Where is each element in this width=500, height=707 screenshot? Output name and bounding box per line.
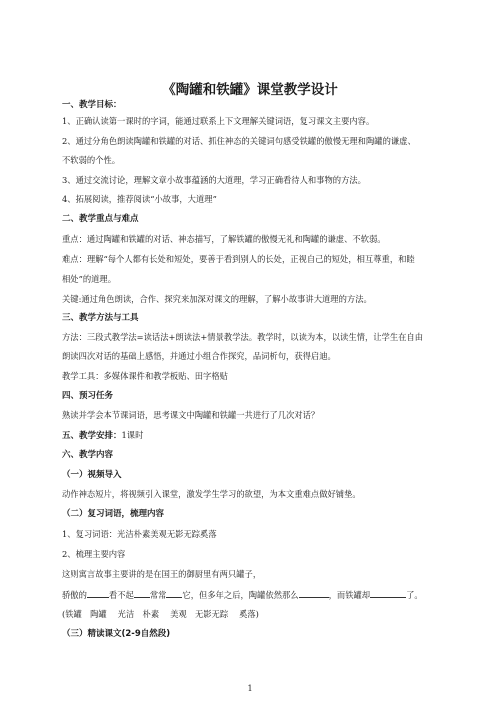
section-schedule [62, 430, 442, 442]
section-heading-methods: 三、教学方法与工具 [62, 313, 139, 323]
paragraph-line: 这则寓言故事主要讲的是在国王的御厨里有两只罐子， [62, 569, 262, 579]
fill-text: ，而铁罐却 [328, 590, 371, 600]
paragraph-line: 2、梳理主要内容 [62, 549, 126, 559]
section-heading-preview: 四、预习任务 [62, 391, 114, 401]
paragraph-line: 熟读并学会本节课词语，思考课文中陶罐和铁罐一共进行了几次对话？ [62, 410, 320, 420]
subsection-heading-video: （一）视频导入 [62, 470, 122, 480]
paragraph-line: 难点：理解“每个人都有长处和短处，要善于看到别人的长处，正视自己的短处，相互尊重，和睦 [62, 254, 415, 264]
paragraph-line: 2、通过分角色朗读陶罐和铁罐的对话、抓住神态的关键词句感受铁罐的傲慢无理和陶罐的谦虚、 [62, 136, 416, 146]
document-title: 《陶罐和铁罐》课堂教学设计 [162, 82, 338, 98]
paragraph-line: 教学工具：多媒体课件和教学板贴、田字格贴 [62, 371, 228, 381]
fill-text: 了。 [406, 590, 423, 600]
paragraph-line: 重点：通过陶罐和铁罐的对话、神态描写，了解铁罐的傲慢无礼和陶罐的谦虚、不软弱。 [62, 234, 386, 244]
word-bank: (铁罐 陶罐 光洁 朴素 美观 无影无踪 奚落) [62, 609, 259, 619]
fill-text: 骄傲的 [62, 590, 87, 600]
paragraph-line: 动作神态短片，将视频引入课堂，激发学生学习的欲望，为本文重难点做好铺垫。 [62, 489, 361, 499]
fill-text: 常常 [149, 590, 167, 600]
subsection-heading-review: （二）复习词语，梳理内容 [62, 509, 165, 519]
blank-line [87, 589, 109, 598]
paragraph-line: 1、复习词语：光洁朴素美观无影无踪奚落 [62, 529, 217, 539]
paragraph-line: 3、通过交流讨论，理解文章小故事蕴涵的大道理，学习正确看待人和事物的方法。 [62, 175, 366, 185]
blank-line [370, 589, 406, 598]
blank-line [134, 589, 150, 598]
paragraph-line: 相处”的道理。 [62, 274, 117, 284]
paragraph-line: 关键:通过角色朗读，合作、探究来加深对课文的理解，了解小故事讲大道理的方法。 [62, 294, 372, 304]
paragraph-line: 1、正确认读第一课时的字词，能通过联系上下文理解关键词语，复习课文主要内容。 [62, 116, 375, 126]
subsection-heading-reading: （三）精读课文(2-9自然段) [62, 629, 171, 639]
blank-line [166, 589, 182, 598]
fill-text: 它，但多年之后，陶罐依然那么 [182, 590, 299, 600]
paragraph-line: 朗读四次对话的基础上感悟，并通过小组合作探究，品词析句，获得启迪。 [62, 351, 336, 361]
schedule-value: 1课时 [121, 430, 144, 440]
paragraph-line: 方法：三段式教学法=读话法+朗读法+情景教学法。教学时，以读为本，以读生情，让学生在自由 [62, 332, 424, 342]
section-heading-schedule: 五、教学安排： [62, 431, 122, 441]
fill-text: 看不起 [108, 590, 134, 600]
section-heading-content: 六、教学内容 [62, 450, 114, 460]
section-heading-objectives: 一、教学目标： [62, 100, 122, 110]
blank-line [299, 589, 329, 598]
fill-in-blank-sentence [62, 589, 442, 601]
paragraph-line: 4、拓展阅读，推荐阅读“小故事，大道理” [62, 194, 217, 204]
section-heading-key-points: 二、教学重点与难点 [62, 214, 139, 224]
paragraph-line: 不软弱的个性。 [62, 155, 121, 165]
page-number: 1 [247, 684, 253, 693]
